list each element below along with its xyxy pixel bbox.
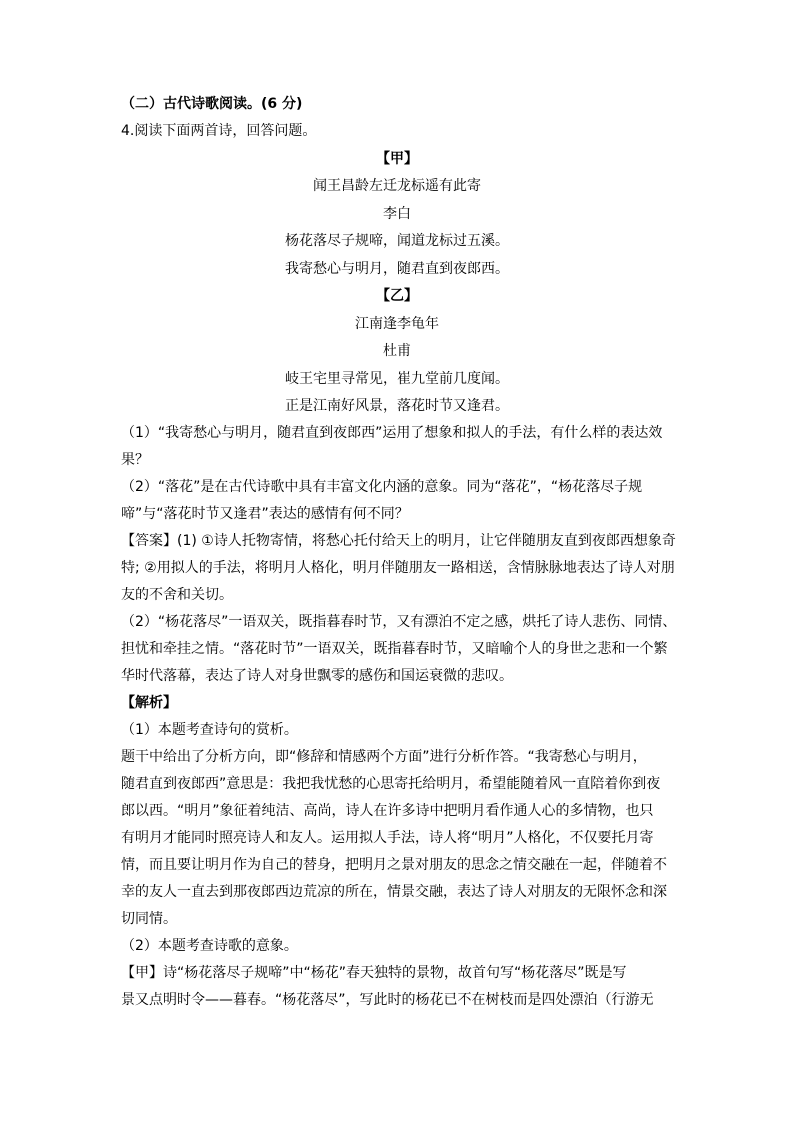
analysis-label: 【解析】	[121, 695, 177, 711]
poem-yi-author: 杜甫	[383, 343, 411, 359]
answer-line: （2）“杨花落尽”一语双关，既指暮春时节，又有漂泊不定之感，烘托了诗人悲伤、同情、	[121, 614, 677, 630]
poem-yi-line: 岐王宅里寻常见，崔九堂前几度闻。	[285, 371, 509, 387]
analysis-line: 【甲】诗“杨花落尽子规啼”中“杨花”春天独特的景物，故首句写“杨花落尽”既是写	[121, 965, 627, 981]
answer-line: 特; ②用拟人的手法，将明月人格化，明月伴随朋友一路相送，含情脉脉地表达了诗人对朋	[121, 560, 675, 576]
poem-jia-line: 杨花落尽子规啼，闻道龙标过五溪。	[285, 233, 509, 249]
question-2: （2）“落花”是在古代诗歌中具有丰富文化内涵的意象。同为“落花”，“杨花落尽子规	[121, 479, 643, 495]
question-intro: 4.阅读下面两首诗，回答问题。	[121, 123, 317, 139]
question-1: 果？	[121, 452, 149, 468]
analysis-line: 有明月才能同时照亮诗人和友人。运用拟人手法，诗人将“明月”人格化，不仅要托月寄	[121, 830, 654, 846]
section-title: （二）古代诗歌阅读。(6 分)	[121, 96, 303, 112]
poem-jia-marker: 【甲】	[376, 151, 418, 167]
analysis-line: 景又点明时令——暮春。“杨花落尽”，写此时的杨花已不在树枝而是四处漂泊（行游无	[121, 992, 654, 1008]
poem-yi-title: 江南逢李龟年	[355, 316, 439, 332]
analysis-line: 题干中给出了分析方向，即“修辞和情感两个方面”进行分析作答。“我寄愁心与明月，	[121, 749, 647, 765]
analysis-line: 情，而且要让明月作为自己的替身，把明月之景对朋友的思念之情交融在一起，伴随着不	[121, 857, 667, 873]
answer-line: 友的不舍和关切。	[121, 587, 233, 603]
poem-yi-marker: 【乙】	[376, 288, 418, 304]
analysis-line: 随君直到夜郎西”意思是：我把我忧愁的心思寄托给明月，希望能随着风一直陪着你到夜	[121, 776, 661, 792]
poem-jia-title: 闻王昌龄左迁龙标遥有此寄	[313, 178, 481, 194]
analysis-line: （2）本题考查诗歌的意象。	[121, 938, 298, 954]
analysis-line: （1）本题考查诗句的赏析。	[121, 722, 298, 738]
analysis-line: 郎以西。“明月”象征着纯洁、高尚，诗人在许多诗中把明月看作通人心的多情物，也只	[121, 803, 654, 819]
poem-jia-author: 李白	[383, 206, 411, 222]
answer-line: 【答案】(1) ①诗人托物寄情，将愁心托付给天上的明月，让它伴随朋友直到夜郎西想象奇	[121, 533, 676, 549]
analysis-line: 切同情。	[121, 911, 177, 927]
analysis-line: 幸的友人一直去到那夜郎西边荒凉的所在，情景交融，表达了诗人对朋友的无限怀念和深	[121, 884, 667, 900]
answer-line: 华时代落幕，表达了诗人对身世飘零的感伤和国运衰微的悲叹。	[121, 668, 513, 684]
question-2: 啼”与“落花时节又逢君”表达的感情有何不同？	[121, 506, 409, 522]
question-1: （1）“我寄愁心与明月，随君直到夜郎西”运用了想象和拟人的手法，有什么样的表达效	[121, 425, 663, 441]
answer-line: 担忧和牵挂之情。“落花时节”一语双关，既指暮春时节，又暗喻个人的身世之悲和一个繁	[121, 641, 668, 657]
poem-jia-line: 我寄愁心与明月，随君直到夜郎西。	[285, 261, 509, 277]
poem-yi-line: 正是江南好风景，落花时节又逢君。	[285, 398, 509, 414]
